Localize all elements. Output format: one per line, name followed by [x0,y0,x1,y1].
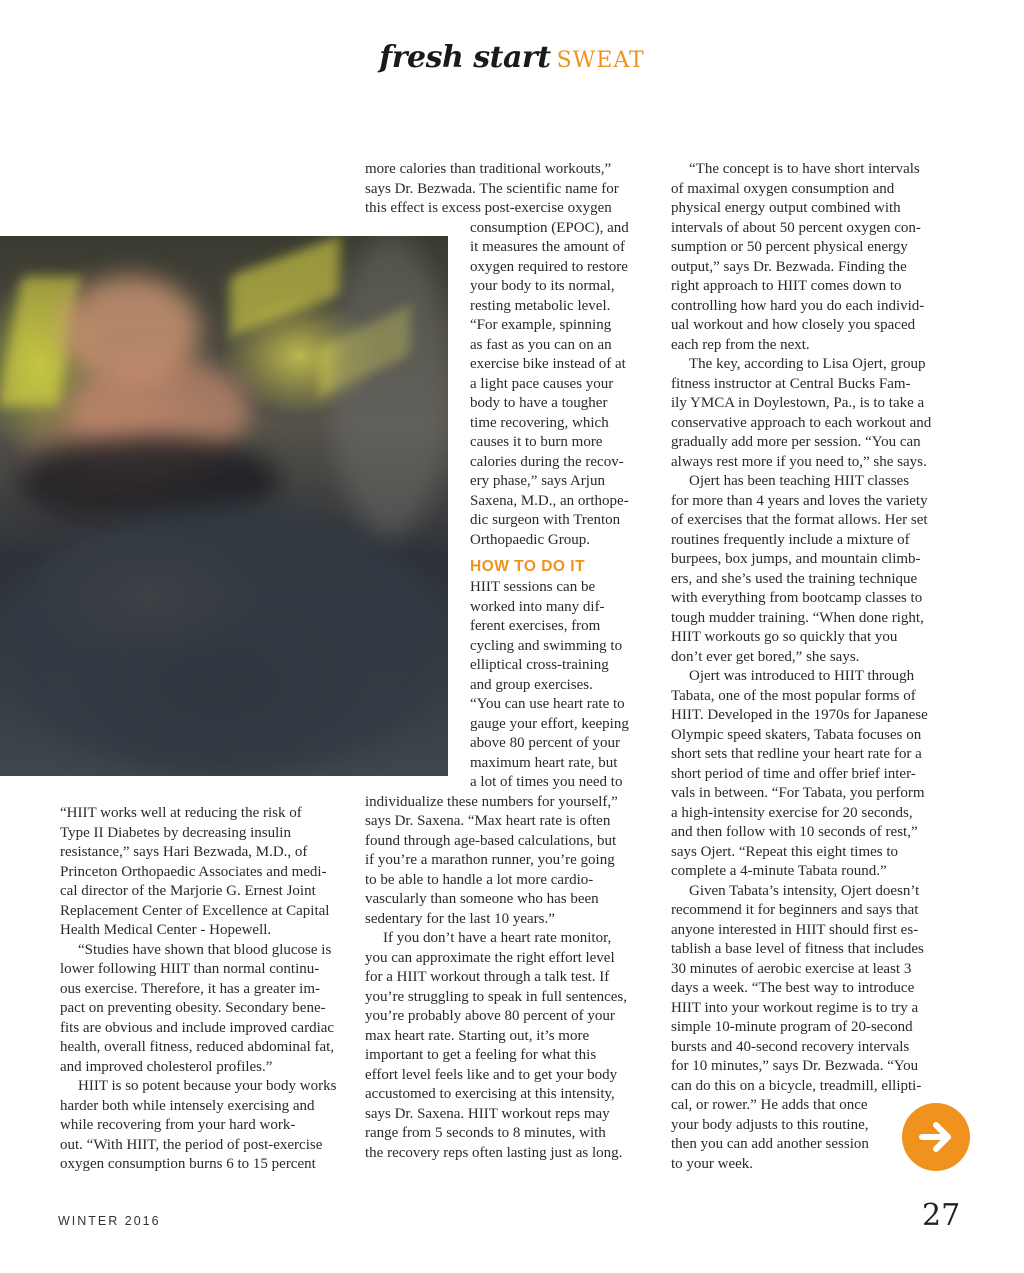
text-line: short period of time and offer brief inter- [671,765,916,782]
text-line: oxygen required to restore [470,258,628,275]
text-line: “You can use heart rate to [470,696,625,712]
text-line: The key, according to Lisa Ojert, group [689,356,926,372]
text-line: physical energy output combined with [671,200,901,216]
text-line: a lot of times you need to [470,774,623,790]
text-line: HIIT. Developed in the 1970s for Japanese [671,707,928,723]
text-line: complete a 4-minute Tabata round.” [671,863,887,879]
text-line: “HIIT works well at reducing the risk of [60,805,302,821]
text-line: accustomed to exercising at this intensity, [365,1086,615,1102]
text-line: consumption (EPOC), and [470,219,629,236]
issue-label: WINTER 2016 [58,1214,161,1228]
column-2 [365,160,629,1163]
text-line: each rep from the next. [671,336,810,353]
text-line: oxygen consumption burns 6 to 15 percent [60,1156,316,1172]
text-line: “Studies have shown that blood glucose is [78,941,332,958]
text-line: anyone interested in HIIT should first es- [671,921,919,938]
text-line: resting metabolic level. [470,297,611,314]
text-line: says Ojert. “Repeat this eight times to [671,843,899,860]
text-line: fitness instructor at Central Bucks Fam- [671,375,911,392]
arrow-right-icon [916,1117,956,1157]
text-line: you can approximate the right effort level [365,949,615,966]
continue-button[interactable] [902,1103,970,1171]
text-line: Replacement Center of Excellence at Capital [60,902,330,919]
text-line: more calories than traditional workouts,” [365,161,612,177]
text-line: vascularly than someone who has been [365,891,599,907]
text-line: burpees, box jumps, and mountain climb- [671,551,921,567]
text-line: simple 10-minute program of 20-second [671,1019,913,1035]
text-line: calories during the recov- [470,453,624,470]
text-line: “For example, spinning [470,317,612,333]
text-line: to be able to handle a lot more cardio- [365,871,594,888]
text-line: short sets that redline your heart rate for a [671,746,922,762]
text-line: Saxena, M.D., an orthope- [470,492,629,509]
text-line: fits are obvious and include improved cardiac [60,1019,335,1036]
text-line: while recovering from your hard work- [60,1117,296,1133]
text-line: resistance,” says Hari Bezwada, M.D., of [60,844,308,860]
column-1 [60,804,336,1175]
text-line: HIIT into your workout regime is to try a [671,999,919,1016]
text-line: harder both while intensely exercising and [60,1097,315,1114]
text-line: recommend it for beginners and says that [671,902,919,918]
text-line: and group exercises. [470,676,593,693]
text-line: ers, and she’s used the training technique [671,570,918,587]
text-line: worked into many dif- [470,598,605,615]
how-to-do-it-heading: HOW TO DO IT [470,558,586,575]
text-line: above 80 percent of your [470,735,620,751]
text-line: cal, or rower.” He adds that once [671,1097,868,1113]
text-line: elliptical cross-training [470,657,609,673]
text-line: Ojert has been teaching HIIT classes [689,473,910,489]
text-line: cal director of the Marjorie G. Ernest Joint [60,883,316,899]
text-line: to your week. [671,1155,754,1172]
text-line: gradually add more per session. “You can [671,434,921,450]
text-line: you’re probably above 80 percent of your [365,1008,615,1024]
text-line: days a week. “The best way to introduce [671,980,915,996]
text-line: if you’re a marathon runner, you’re going [365,852,615,868]
text-line: the recovery reps often lasting just as long. [365,1144,623,1161]
text-line: individualize these numbers for yourself,” [365,793,618,810]
text-line: body to have a tougher [470,395,608,411]
text-line: “The concept is to have short intervals [689,161,920,177]
text-line: as fast as you can on an [470,336,612,353]
text-line: Given Tabata’s intensity, Ojert doesn’t [689,882,920,899]
text-line: If you don’t have a heart rate monitor, [383,930,612,946]
text-line: a high-intensity exercise for 20 seconds, [671,804,913,821]
text-line: Type II Diabetes by decreasing insulin [60,824,291,841]
text-line: with everything from bootcamp classes to [671,590,923,606]
text-line: always rest more if you need to,” she says. [671,453,927,470]
text-line: important to get a feeling for what this [365,1047,597,1063]
text-line: says Dr. Saxena. HIIT workout reps may [365,1105,610,1122]
text-line: exercise bike instead of at [470,356,626,372]
text-line: routines frequently include a mixture of [671,531,910,548]
text-line: your body to its normal, [470,278,615,294]
text-line: it measures the amount of [470,239,625,255]
text-line: of maximal oxygen consumption and [671,180,895,197]
text-line: your body adjusts to this routine, [671,1116,869,1133]
text-line: ual workout and how closely you spaced [671,317,916,333]
text-line: for a HIIT workout through a talk test. If [365,969,610,985]
text-line: sedentary for the last 10 years.” [365,910,555,927]
text-line: found through age-based calculations, but [365,832,617,849]
text-line: HIIT is so potent because your body works [78,1078,337,1094]
text-line: says Dr. Saxena. “Max heart rate is often [365,813,611,829]
text-line: of exercises that the format allows. Her set [671,512,928,528]
text-line: max heart rate. Starting out, it’s more [365,1027,590,1044]
text-line: and then follow with 10 seconds of rest,” [671,824,918,840]
text-line: then you can add another session [671,1136,869,1152]
text-line: lower following HIIT than normal continu- [60,961,320,977]
page-number: 27 [922,1198,961,1233]
text-line: you’re struggling to speak in full sentences, [365,988,628,1005]
text-line: tablish a base level of fitness that includes [671,941,924,957]
text-line: output,” says Dr. Bezwada. Finding the [671,258,907,275]
text-line: bursts and 40-second recovery intervals [671,1038,910,1055]
magazine-brand: fresh start [379,40,551,75]
text-line: conservative approach to each workout and [671,414,932,431]
text-line: Ojert was introduced to HIIT through [689,668,915,684]
text-line: HIIT workouts go so quickly that you [671,629,898,645]
text-line: tough mudder training. “When done right, [671,609,924,626]
text-line: for more than 4 years and loves the variety [671,492,928,509]
text-line: for 10 minutes,” says Dr. Bezwada. “You [671,1058,919,1074]
section-name: SWEAT [556,48,645,73]
text-line: causes it to burn more [470,434,603,450]
text-line: HIIT sessions can be [470,579,596,595]
text-line: time recovering, which [470,414,609,431]
text-line: and improved cholesterol profiles.” [60,1058,273,1075]
text-line: says Dr. Bezwada. The scientific name for [365,180,619,197]
text-line: ery phase,” says Arjun [470,473,605,489]
text-line: Tabata, one of the most popular forms of [671,687,916,704]
text-line: ous exercise. Therefore, it has a greater im- [60,980,321,997]
text-line: don’t ever get bored,” she says. [671,648,860,665]
text-line: vals in between. “For Tabata, you perform [671,785,925,801]
text-line: controlling how hard you do each individ- [671,297,925,314]
text-line: Olympic speed skaters, Tabata focuses on [671,726,922,743]
text-line: Health Medical Center - Hopewell. [60,922,272,938]
text-line: maximum heart rate, but [470,754,618,771]
text-line: sumption or 50 percent physical energy [671,239,908,255]
text-line: ily YMCA in Doylestown, Pa., is to take a [671,395,925,411]
page-header [0,40,1024,75]
text-line: can do this on a bicycle, treadmill, ellipti- [671,1077,922,1094]
text-line: out. “With HIIT, the period of post-exercise [60,1136,323,1153]
column-3 [671,160,931,1174]
text-line: 30 minutes of aerobic exercise at least 3 [671,960,912,977]
text-line: cycling and swimming to [470,637,623,654]
text-line: right approach to HIIT comes down to [671,278,902,294]
text-line: Princeton Orthopaedic Associates and medi- [60,863,327,880]
text-line: Orthopaedic Group. [470,531,590,548]
text-line: effort level feels like and to get your body [365,1066,618,1083]
text-line: intervals of about 50 percent oxygen con- [671,219,921,236]
text-line: dic surgeon with Trenton [470,512,621,528]
text-line: pact on preventing obesity. Secondary bene- [60,1000,326,1016]
text-line: gauge your effort, keeping [470,715,629,732]
text-line: this effect is excess post-exercise oxygen [365,200,612,216]
text-line: health, overall fitness, reduced abdominal fat, [60,1039,335,1055]
text-line: range from 5 seconds to 8 minutes, with [365,1125,606,1141]
text-line: a light pace causes your [470,375,614,392]
text-line: ferent exercises, from [470,618,601,634]
